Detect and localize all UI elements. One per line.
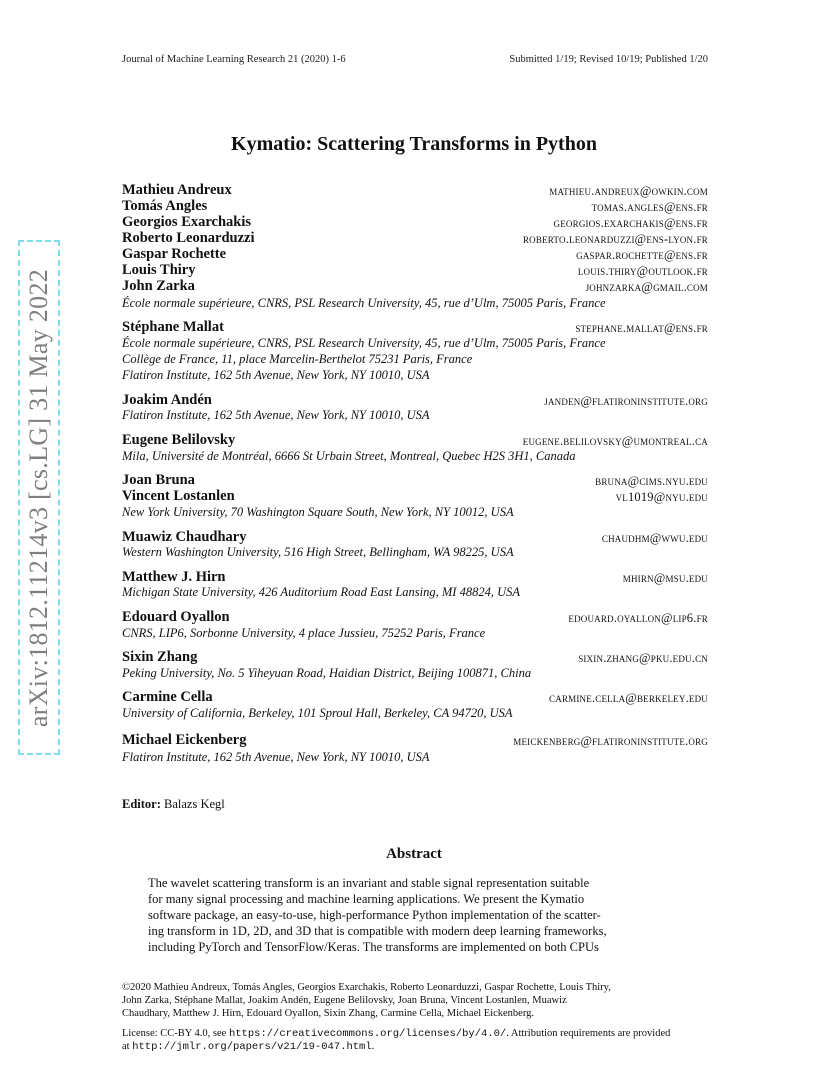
author-name: John Zarka: [122, 278, 195, 294]
editor-line: [122, 797, 225, 812]
author-name: Edouard Oyallon: [122, 609, 230, 625]
author-row: [122, 689, 708, 707]
author-name: Carmine Cella: [122, 689, 213, 705]
author-row: [122, 278, 708, 296]
journal-header: Journal of Machine Learning Research 21 (2020) 1-6: [122, 54, 346, 65]
affiliation: Western Washington University, 516 High Street, Bellingham, WA 98225, USA: [122, 545, 514, 559]
author-email[interactable]: gaspar.rochette@ens.fr: [576, 248, 708, 262]
license-text: . Attribution requirements are provided: [506, 1028, 671, 1039]
author-row: [122, 319, 708, 337]
author-name: Eugene Belilovsky: [122, 432, 236, 448]
copyright-line: ©2020 Mathieu Andreux, Tomás Angles, Georgios Exarchakis, Roberto Leonarduzzi, Gaspar Rochette, Louis Thiry,: [122, 982, 611, 993]
author-email[interactable]: mhirn@msu.edu: [622, 571, 708, 585]
author-name: Gaspar Rochette: [122, 246, 227, 262]
author-name: Vincent Lostanlen: [122, 488, 235, 504]
author-name: Louis Thiry: [122, 262, 196, 278]
author-email[interactable]: johnzarka@gmail.com: [585, 280, 708, 294]
affiliation: Michigan State University, 426 Auditorium Road East Lansing, MI 48824, USA: [122, 585, 521, 599]
author-name: Michael Eickenberg: [122, 732, 247, 748]
license-text: .: [371, 1041, 375, 1052]
author-name: Roberto Leonarduzzi: [122, 230, 255, 246]
author-row: [122, 432, 708, 450]
arxiv-stamp[interactable]: [18, 240, 60, 755]
abstract-line: The wavelet scattering transform is an invariant and stable signal representation suitable: [148, 876, 590, 890]
abstract-line: ing transform in 1D, 2D, and 3D that is compatible with modern deep learning frameworks,: [148, 924, 607, 938]
author-name: Tomás Angles: [122, 198, 208, 214]
copyright-line: John Zarka, Stéphane Mallat, Joakim Andén, Eugene Belilovsky, Joan Bruna, Vincent Lostanlen, Muawiz: [122, 995, 567, 1006]
author-name: Matthew J. Hirn: [122, 569, 226, 585]
author-row: [122, 649, 708, 667]
author-email[interactable]: meickenberg@flatironinstitute.org: [513, 734, 708, 748]
author-email[interactable]: mathieu.andreux@owkin.com: [549, 184, 708, 198]
affiliation: Mila, Université de Montréal, 6666 St Urbain Street, Montreal, Quebec H2S 3H1, Canada: [122, 449, 576, 463]
author-email[interactable]: roberto.leonarduzzi@ens-lyon.fr: [522, 232, 708, 246]
arxiv-stamp-text: arXiv:1812.11214v3 [cs.LG] 31 May 2022: [24, 268, 53, 727]
author-email[interactable]: edouard.oyallon@lip6.fr: [568, 611, 708, 625]
license-text: at: [122, 1041, 133, 1052]
author-row: [122, 488, 708, 506]
abstract-line: for many signal processing and machine learning applications. We present the Kymatio: [148, 892, 585, 906]
affiliation: Flatiron Institute, 162 5th Avenue, New York, NY 10010, USA: [122, 750, 430, 764]
abstract-heading: Abstract: [386, 846, 442, 862]
author-email[interactable]: janden@flatironinstitute.org: [544, 394, 708, 408]
abstract-line: software package, an easy-to-use, high-performance Python implementation of the scatter-: [148, 908, 601, 922]
affiliation: CNRS, LIP6, Sorbonne University, 4 place Jussieu, 75252 Paris, France: [122, 626, 486, 640]
editor-name: Balazs Kegl: [164, 797, 225, 811]
affiliation: Flatiron Institute, 162 5th Avenue, New York, NY 10010, USA: [122, 368, 430, 382]
author-email[interactable]: georgios.exarchakis@ens.fr: [553, 216, 708, 230]
license-text: License: CC-BY 4.0, see: [122, 1028, 229, 1039]
author-email[interactable]: tomas.angles@ens.fr: [591, 200, 708, 214]
author-name: Sixin Zhang: [122, 649, 198, 665]
license-link[interactable]: https://creativecommons.org/licenses/by/4.0/: [228, 1028, 507, 1040]
paper-title: Kymatio: Scattering Transforms in Python: [231, 133, 597, 155]
affiliation: Peking University, No. 5 Yiheyuan Road, Haidian District, Beijing 100871, China: [122, 666, 532, 680]
affiliation: New York University, 70 Washington Square South, New York, NY 10012, USA: [122, 505, 514, 519]
affiliation: Collège de France, 11, place Marcelin-Berthelot 75231 Paris, France: [122, 352, 473, 366]
author-email[interactable]: louis.thiry@outlook.fr: [577, 264, 708, 278]
affiliation: University of California, Berkeley, 101 Sproul Hall, Berkeley, CA 94720, USA: [122, 706, 513, 720]
author-email[interactable]: stephane.mallat@ens.fr: [575, 321, 708, 335]
submission-dates: Submitted 1/19; Revised 10/19; Published 1/20: [509, 54, 708, 65]
affiliation: École normale supérieure, CNRS, PSL Research University, 45, rue d’Ulm, 75005 Paris, France: [122, 296, 606, 310]
affiliation: École normale supérieure, CNRS, PSL Research University, 45, rue d’Ulm, 75005 Paris, France: [122, 336, 606, 350]
license-line: [122, 1028, 708, 1040]
abstract-line: including PyTorch and TensorFlow/Keras. The transforms are implemented on both CPUs: [148, 940, 599, 954]
author-name: Georgios Exarchakis: [122, 214, 252, 230]
author-email[interactable]: chaudhm@wwu.edu: [601, 531, 708, 545]
paper-link[interactable]: http://jmlr.org/papers/v21/19-047.html: [132, 1041, 372, 1053]
license-line: [122, 1041, 708, 1053]
copyright-line: Chaudhary, Matthew J. Hirn, Edouard Oyallon, Sixin Zhang, Carmine Cella, Michael Eickenberg.: [122, 1008, 535, 1019]
author-name: Joakim Andén: [122, 392, 212, 408]
author-email[interactable]: carmine.cella@berkeley.edu: [549, 691, 708, 705]
author-email[interactable]: sixin.zhang@pku.edu.cn: [578, 651, 708, 665]
author-email[interactable]: eugene.belilovsky@umontreal.ca: [522, 434, 708, 448]
author-name: Joan Bruna: [122, 472, 195, 488]
author-row: [122, 732, 708, 750]
author-email[interactable]: bruna@cims.nyu.edu: [595, 474, 708, 488]
editor-label: Editor:: [122, 797, 161, 811]
author-email[interactable]: vl1019@nyu.edu: [615, 490, 708, 504]
author-name: Stéphane Mallat: [122, 319, 224, 335]
author-name: Muawiz Chaudhary: [122, 529, 247, 545]
author-row: [122, 609, 708, 627]
author-name: Mathieu Andreux: [122, 182, 232, 198]
affiliation: Flatiron Institute, 162 5th Avenue, New York, NY 10010, USA: [122, 408, 430, 422]
